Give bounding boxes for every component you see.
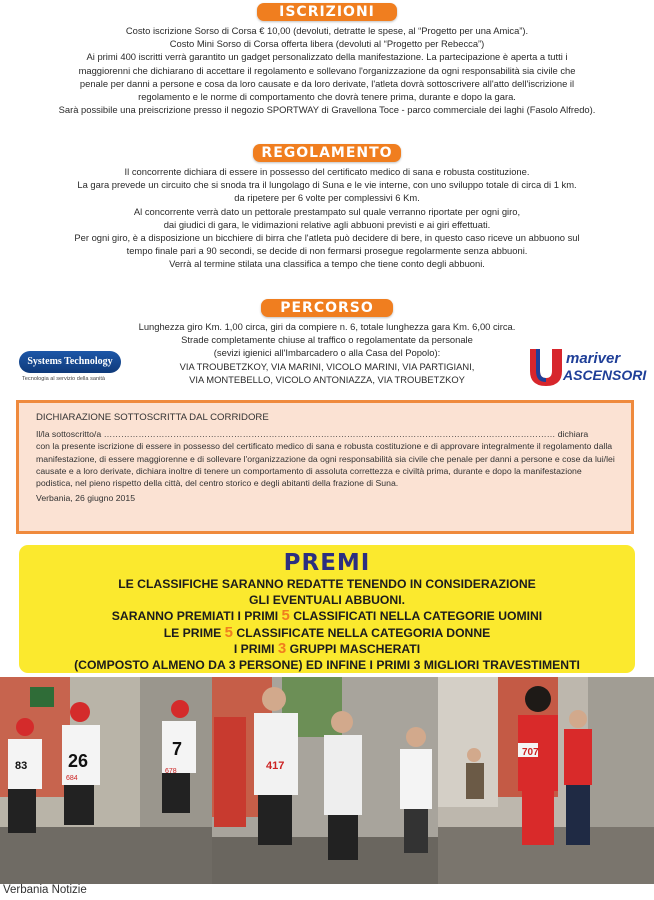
percorso-line: (sevizi igienici all'Imbarcadero o alla Casa del Popolo): (213, 347, 441, 359)
bib-number: 678 (165, 768, 177, 775)
photo-strip (0, 677, 654, 884)
systems-technology-logo: Systems Technology (19, 351, 121, 373)
race-photo-3 (438, 677, 654, 884)
premi-number: 5 (224, 623, 233, 641)
regolamento-line: Verrà al termine stilata una classifica a tempo che tiene conto degli abbuoni. (169, 258, 485, 270)
premi-box (19, 545, 635, 673)
source-caption: Verbania Notizie (3, 884, 87, 896)
iscrizioni-text (0, 24, 654, 116)
bib-number: 7 (172, 739, 183, 759)
declaration-date: Verbania, 26 giugno 2015 (36, 493, 136, 504)
iscrizioni-line: maggiorenni che dichiarano di accettare il regolamento e sollevano l'organizzazione da ogni responsabilità sia civile che (78, 64, 576, 76)
iscrizioni-line: Costo iscrizione Sorso di Corsa € 10,00 (devoluti, detratte le spese, al “Progetto per una Amica”). (125, 25, 529, 36)
regolamento-line: Per ogni giro, è a disposizione un bicchiere di birra che l'atleta può decidere di bere, in questo caso riceve un abbuono sul (74, 232, 580, 244)
premi-line: LE CLASSIFICHE SARANNO REDATTE TENENDO IN CONSIDERAZIONE (118, 577, 536, 591)
regolamento-line: Al concorrente verrà dato un pettorale prestampato sul quale verranno riportate per ogni giro, (133, 205, 521, 217)
race-photo-2 (212, 677, 438, 884)
premi-line (19, 625, 635, 642)
regolamento-line: tempo finale pari a 90 secondi, se decide di non fermarsi prosegue regolarmente senza abbuoni. (126, 245, 528, 257)
iscrizioni-line: regolamento e le norme di comportamento che dovrà tenere prima, durante e dopo la gara. (138, 91, 516, 103)
premi-line: GLI EVENTUALI ABBUONI. (249, 592, 405, 607)
regolamento-line: Il concorrente dichiara di essere in possesso del certificato medico di sana e robusta costituzione. (124, 166, 530, 177)
premi-title: PREMI (283, 550, 371, 576)
declaration-body: con la presente iscrizione di essere in possesso del certificato medico di sana e robusta costituzione e di approvare integralmente il regolamento dalla manifestazione, di essere maggiorenne e di sollevare l'organizzazione da ogni responsabilità sia civile che penale per danni a persone e cose da lui/lei causate e a loro derivate, dichiara inoltre di tenere un comportamento di assoluta correttezza e civiltà prima, durante e dopo la manifestazione podistica, nel pieno rispetto della città, del centro storico e degli abitanti della frazione di Suna. (36, 441, 615, 489)
regolamento-banner: REGOLAMENTO (253, 144, 401, 162)
premi-text: SARANNO PREMIATI I PRIMI (111, 609, 279, 623)
premi-line: (COMPOSTO ALMENO DA 3 PERSONE) ED INFINE I PRIMI 3 MIGLIORI TRAVESTIMENTI (74, 657, 580, 672)
premi-text: I PRIMI (233, 642, 275, 656)
iscrizioni-banner: ISCRIZIONI (257, 3, 397, 21)
bib-number: 684 (66, 775, 78, 782)
percorso-line: Strade completamente chiuse al traffico o regolamentate da personale (181, 334, 473, 346)
premi-line (19, 608, 635, 625)
percorso-line: Lunghezza giro Km. 1,00 circa, giri da compiere n. 6, totale lunghezza gara Km. 6,00 circa. (138, 321, 516, 332)
mariver-logo-text: mariver (566, 350, 621, 367)
premi-text: CLASSIFICATI NELLA CATEGORIE UOMINI (293, 609, 543, 623)
systems-technology-tagline: Tecnologia al servizio della sanità (22, 376, 106, 382)
premi-number: 3 (277, 640, 287, 657)
premi-line (19, 641, 635, 658)
percorso-line: VIA TROUBETZKOY, VIA MARINI, VICOLO MARINI, VIA PARTIGIANI, (179, 360, 475, 372)
regolamento-text (0, 165, 654, 271)
premi-text: GRUPPI MASCHERATI (289, 642, 421, 656)
bib-number: 83 (15, 760, 28, 772)
regolamento-line: da ripetere per 6 volte per complessivi 6 Km. (234, 192, 420, 204)
race-photo-1 (0, 677, 212, 884)
bib-number: 417 (266, 760, 285, 772)
premi-number: 5 (281, 607, 290, 624)
percorso-banner: PERCORSO (261, 299, 393, 317)
ascensori-logo-text: ASCENSORI (563, 367, 647, 383)
declaration-title: DICHIARAZIONE SOTTOSCRITTA DAL CORRIDORE (36, 412, 269, 423)
regolamento-line: La gara prevede un circuito che si snoda tra il lungolago di Suna e le vie interne, con uno sviluppo totale di circa di 1 km. (77, 179, 577, 191)
iscrizioni-line: Sarà possibile una preiscrizione presso il negozio SPORTWAY di Gravellona Toce - parco commerciale dei laghi (Fasolo Alfredo). (58, 104, 596, 116)
mariver-u-icon (527, 347, 565, 387)
iscrizioni-line: Costo Mini Sorso di Corsa offerta libera (devoluti al “Progetto per Rebecca”) (169, 38, 485, 50)
declaration-signature-line: Il/la sottoscritto/a ………………………………………………………………………………………………………………………………………… dichiara (36, 429, 589, 440)
iscrizioni-line: Ai primi 400 iscritti verrà garantito un gadget personalizzato della manifestazione. La partecipazione è aperta a tutti i (86, 51, 568, 63)
iscrizioni-line: penale per danni a persone e cosa da loro causate e da loro derivate, l'atleta dovrà sottoscrivere all'atto dell'iscrizione il (79, 77, 575, 89)
declaration-box (16, 400, 634, 534)
percorso-line: VIA MONTEBELLO, VICOLO ANTONIAZZA, VIA TROUBETZKOY (189, 373, 465, 385)
bib-number: 707 (522, 747, 539, 758)
premi-text: CLASSIFICATE NELLA CATEGORIA DONNE (236, 625, 491, 640)
bib-number: 26 (68, 751, 89, 771)
regolamento-line: dai giudici di gara, le vidimazioni relative agli abbuoni previsti e ai giri effettuati. (163, 218, 491, 230)
premi-text: LE PRIME (163, 625, 222, 640)
